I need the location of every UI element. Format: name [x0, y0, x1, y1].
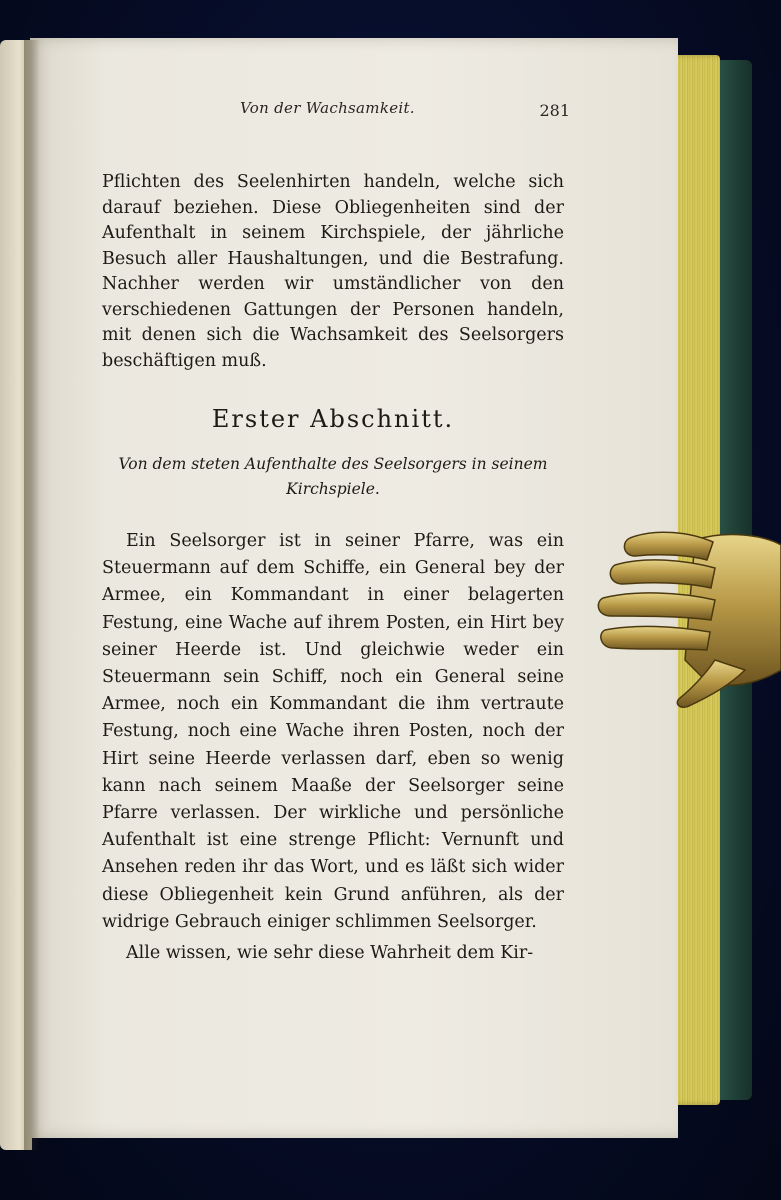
body-paragraph-2: Alle wissen, wie sehr diese Wahrheit dem Kir-	[126, 943, 534, 963]
section-title: Erster Abschnitt.	[211, 405, 455, 433]
page-gutter-shadow	[24, 40, 40, 1150]
brass-hand-page-holder	[595, 520, 781, 710]
intro-paragraph	[102, 170, 564, 374]
page-header	[100, 95, 570, 145]
section-subtitle: Von dem steten Aufenthalte des Seelsorgers in seinem Kirchspiele.	[118, 455, 548, 498]
body-paragraph-1: Ein Seelsorger ist in seiner Pfarre, was ein Steuermann auf dem Schiffe, ein General bey der Armee, ein Kommandant in einer belagerten Festung, eine Wache auf ihrem Posten, ein Hirt bey seiner Heerde ist. Und gleichwie weder ein Steuermann sein Schiff, noch ein General seine Armee, noch ein Kommandant die ihm vertraute Festung, noch eine Wache ihren Posten, noch der Hirt seine Heerde verlassen darf, eben so wenig kann nach seinem Maaße der Seelsorger seine Pfarre verlassen. Der wirkliche und persönliche Aufenthalt ist eine strenge Pflicht: Vernunft und Ansehen reden ihr das Wort, und es läßt sich wider diese Obliegenheit kein Grund anführen, als der widrige Gebrauch einiger schlimmen Seelsorger.	[102, 531, 564, 932]
page-number: 281	[539, 101, 570, 120]
intro-text: Pflichten des Seelenhirten handeln, welche sich darauf beziehen. Diese Obliegenheiten sind der Aufenthalt in seinem Kirchspiele, der jährliche Besuch aller Haushaltungen, und die Bestrafung. Nachher werden wir umständlicher von den verschiedenen Gattungen der Personen handeln, mit denen sich die Wachsamkeit des Seelsorgers beschäftigen muß.	[102, 172, 564, 371]
running-head: Von der Wachsamkeit.	[240, 99, 415, 117]
